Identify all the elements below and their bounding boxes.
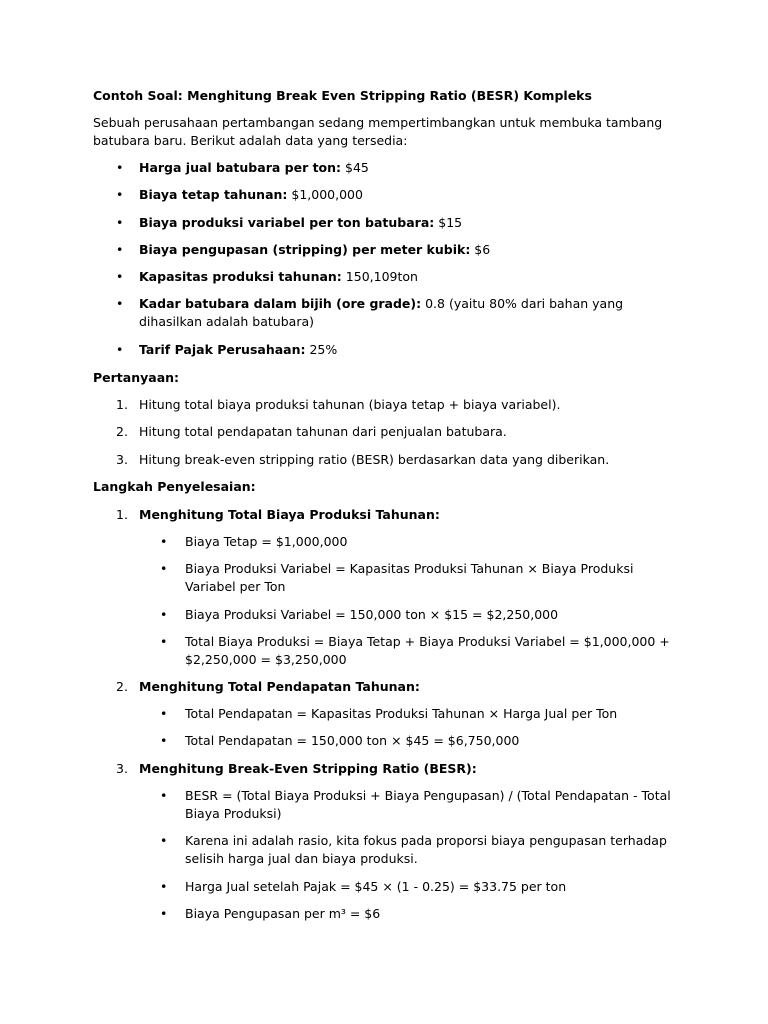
question-text: Hitung break-even stripping ratio (BESR) berdasarkan data yang diberikan.	[139, 451, 610, 467]
step-items	[139, 705, 679, 760]
step-heading	[93, 760, 678, 778]
step-item: • Karena ini adalah rasio, kita fokus pada proporsi biaya pengupasan terhadap selisih harga jual dan biaya produksi.	[139, 832, 679, 868]
data-item-value: $1,000,000	[287, 187, 363, 203]
step-item: • Total Pendapatan = 150,000 ton × $45 = $6,750,000	[139, 732, 679, 750]
step-items	[139, 533, 679, 678]
step-item: • Total Biaya Produksi = Biaya Tetap + Biaya Produksi Variabel = $1,000,000 + $2,250,000 = $3,250,000	[139, 633, 679, 669]
questions-list	[93, 396, 678, 478]
step-heading	[93, 506, 678, 524]
question-item	[93, 423, 678, 441]
data-item-value: $6	[470, 241, 491, 257]
data-item	[93, 159, 685, 177]
data-item	[93, 341, 685, 359]
intro-paragraph: Sebuah perusahaan pertambangan sedang mempertimbangkan untuk membuka tambang batubara baru. Berikut adalah data yang tersedia:	[93, 115, 663, 148]
step-title: Menghitung Break-Even Stripping Ratio (BESR):	[139, 761, 477, 776]
data-item-label: Biaya tetap tahunan:	[139, 187, 288, 203]
document-title: Contoh Soal: Menghitung Break Even Stripping Ratio (BESR) Kompleks	[93, 88, 592, 103]
question-text: Hitung total pendapatan tahunan dari penjualan batubara.	[139, 424, 507, 440]
step-item: • Harga Jual setelah Pajak = $45 × (1 - 0.25) = $33.75 per ton	[139, 878, 679, 896]
step-item: • Biaya Pengupasan per m³ = $6	[139, 905, 679, 923]
step-items	[139, 787, 679, 932]
step-item: • Biaya Produksi Variabel = Kapasitas Produksi Tahunan × Biaya Produksi Variabel per Ton	[139, 560, 679, 596]
data-item-label: Kadar batubara dalam bijih (ore grade):	[139, 296, 422, 312]
data-item-label: Kapasitas produksi tahunan:	[139, 269, 342, 285]
step-item: • BESR = (Total Biaya Produksi + Biaya Pengupasan) / (Total Pendapatan - Total Biaya Produksi)	[139, 787, 679, 823]
question-number: 1.	[116, 397, 128, 412]
step-number: 1.	[116, 507, 128, 522]
question-number: 2.	[116, 424, 128, 440]
data-item	[93, 186, 685, 204]
step-number: 2.	[116, 679, 128, 694]
data-item-value: 150,109ton	[341, 269, 418, 285]
step-title: Menghitung Total Pendapatan Tahunan:	[139, 679, 420, 694]
question-item	[93, 396, 678, 414]
data-item	[93, 214, 685, 232]
data-item	[93, 241, 685, 259]
data-item-value: $45	[341, 160, 369, 175]
data-item-label: Biaya produksi variabel per ton batubara:	[139, 214, 435, 230]
data-list	[93, 159, 685, 368]
data-item-label: Tarif Pajak Perusahaan:	[139, 341, 306, 357]
step-number: 3.	[116, 761, 128, 776]
questions-heading: Pertanyaan:	[93, 370, 180, 385]
step-title: Menghitung Total Biaya Produksi Tahunan:	[139, 507, 440, 522]
data-item-label: Harga jual batubara per ton:	[139, 160, 342, 175]
step-item: • Biaya Tetap = $1,000,000	[139, 533, 679, 551]
question-text: Hitung total biaya produksi tahunan (biaya tetap + biaya variabel).	[139, 397, 561, 412]
step-item: • Biaya Produksi Variabel = 150,000 ton × $15 = $2,250,000	[139, 606, 679, 624]
data-item-value: 25%	[305, 341, 338, 357]
data-item	[93, 268, 685, 286]
step-heading	[93, 678, 678, 696]
data-item-value: 0.8 (yaitu 80% dari bahan yang dihasilkan adalah batubara)	[139, 296, 624, 330]
data-item-value: $15	[434, 214, 463, 230]
solution-heading: Langkah Penyelesaian:	[93, 479, 256, 494]
question-number: 3.	[116, 451, 128, 467]
data-item	[93, 295, 685, 331]
question-item	[93, 451, 678, 469]
data-item-label: Biaya pengupasan (stripping) per meter kubik:	[139, 241, 471, 257]
step-item: • Total Pendapatan = Kapasitas Produksi Tahunan × Harga Jual per Ton	[139, 705, 679, 723]
